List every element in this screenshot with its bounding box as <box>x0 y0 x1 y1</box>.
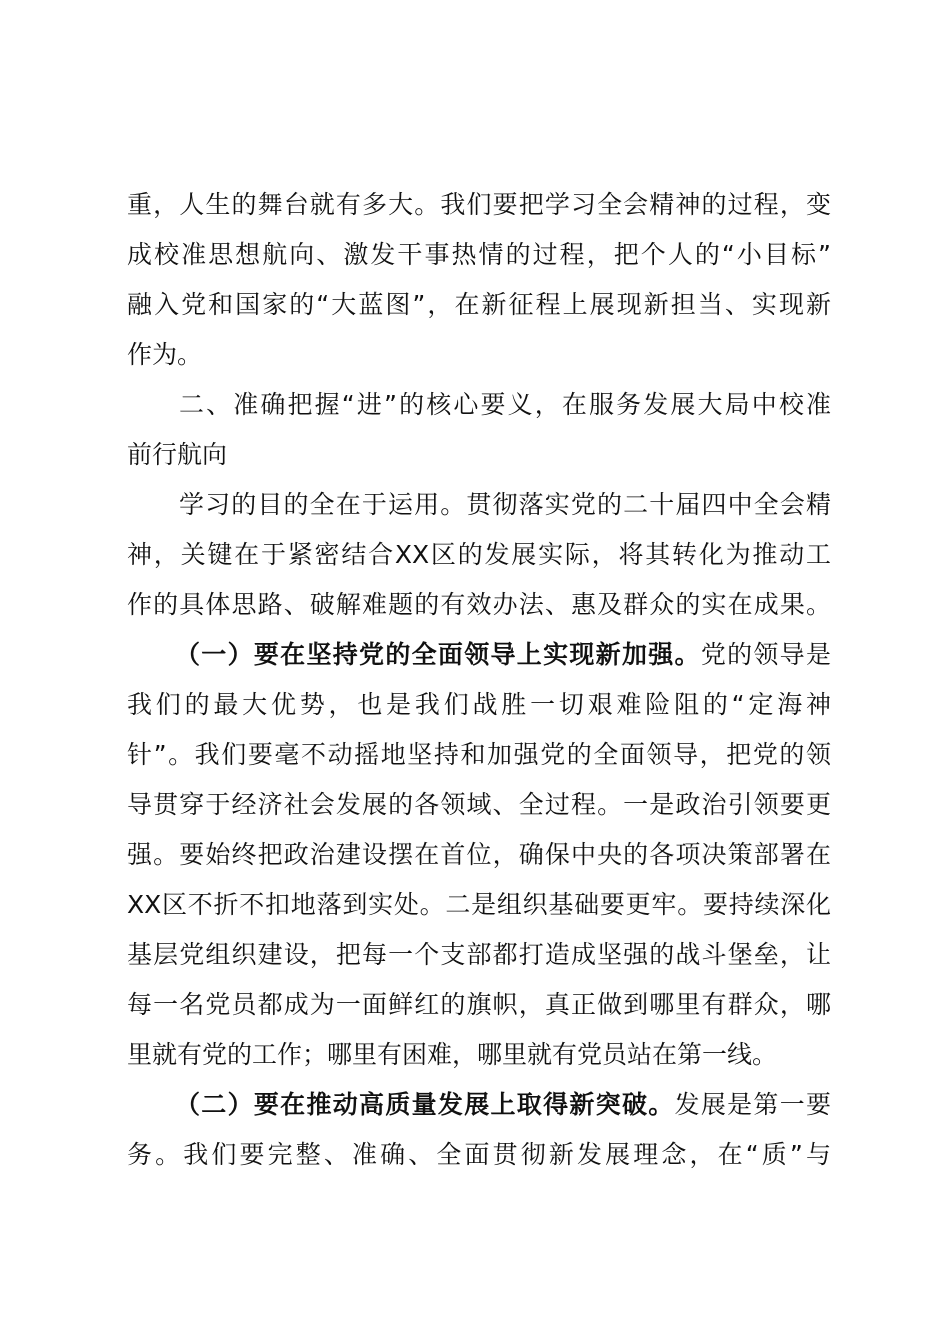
body-text: 神，关键在于紧密结合XX区的发展实际，将其转化为推动工 <box>127 540 831 569</box>
paragraph-point-1 <box>127 630 831 1080</box>
text-line <box>127 1030 831 1080</box>
text-line <box>127 880 831 930</box>
text-line <box>127 930 831 980</box>
text-line <box>127 430 831 480</box>
body-text: 里就有党的工作；哪里有困难，哪里就有党员站在第一线。 <box>127 1040 778 1069</box>
body-text: 作的具体思路、破解难题的有效办法、惠及群众的实在成果。 <box>127 590 831 619</box>
text-line <box>127 830 831 880</box>
paragraph-intro-end <box>127 180 831 380</box>
body-text: 基层党组织建设，把每一个支部都打造成坚强的战斗堡垒，让 <box>127 940 831 969</box>
body-text: 学习的目的全在于运用。贯彻落实党的二十届四中全会精 <box>179 490 831 519</box>
body-text: 作为。 <box>127 340 203 369</box>
document-page <box>127 180 831 1180</box>
text-line <box>127 580 831 630</box>
text-line <box>127 1080 831 1130</box>
text-line <box>127 330 831 380</box>
body-text: 发展是第一要 <box>674 1090 831 1119</box>
body-text: XX区不折不扣地落到实处。二是组织基础要更牢。要持续深化 <box>127 890 831 919</box>
body-text: 党的领导是 <box>700 640 831 669</box>
text-line <box>127 230 831 280</box>
bold-heading-text: （一）要在坚持党的全面领导上实现新加强。 <box>175 640 701 669</box>
body-text: 强。要始终把政治建设摆在首位，确保中央的各项决策部署在 <box>127 840 831 869</box>
section-heading-2 <box>127 380 831 480</box>
body-text: 成校准思想航向、激发干事热情的过程，把个人的“小目标” <box>127 240 831 269</box>
text-line <box>127 530 831 580</box>
text-line <box>127 780 831 830</box>
paragraph-point-2 <box>127 1080 831 1180</box>
body-text: 每一名党员都成为一面鲜红的旗帜，真正做到哪里有群众，哪 <box>127 990 831 1019</box>
text-line <box>127 280 831 330</box>
body-text: 融入党和国家的“大蓝图”，在新征程上展现新担当、实现新 <box>127 290 831 319</box>
paragraph-section-2-intro <box>127 480 831 630</box>
body-text: 重，人生的舞台就有多大。我们要把学习全会精神的过程，变 <box>127 190 831 219</box>
body-text: 前行航向 <box>127 440 228 469</box>
body-text: 导贯穿于经济社会发展的各领域、全过程。一是政治引领要更 <box>127 790 831 819</box>
text-line <box>127 730 831 780</box>
body-text: 我们的最大优势，也是我们战胜一切艰难险阻的“定海神 <box>127 690 831 719</box>
text-line <box>127 1130 831 1180</box>
body-text: 二、准确把握“进”的核心要义，在服务发展大局中校准 <box>179 390 831 419</box>
text-line <box>127 680 831 730</box>
body-text: 务。我们要完整、准确、全面贯彻新发展理念，在“质”与 <box>127 1140 831 1169</box>
text-line <box>127 380 831 430</box>
text-line <box>127 180 831 230</box>
text-line <box>127 480 831 530</box>
body-text: 针”。我们要毫不动摇地坚持和加强党的全面领导，把党的领 <box>127 740 831 769</box>
bold-heading-text: （二）要在推动高质量发展上取得新突破。 <box>175 1090 675 1119</box>
text-line <box>127 980 831 1030</box>
text-line <box>127 630 831 680</box>
